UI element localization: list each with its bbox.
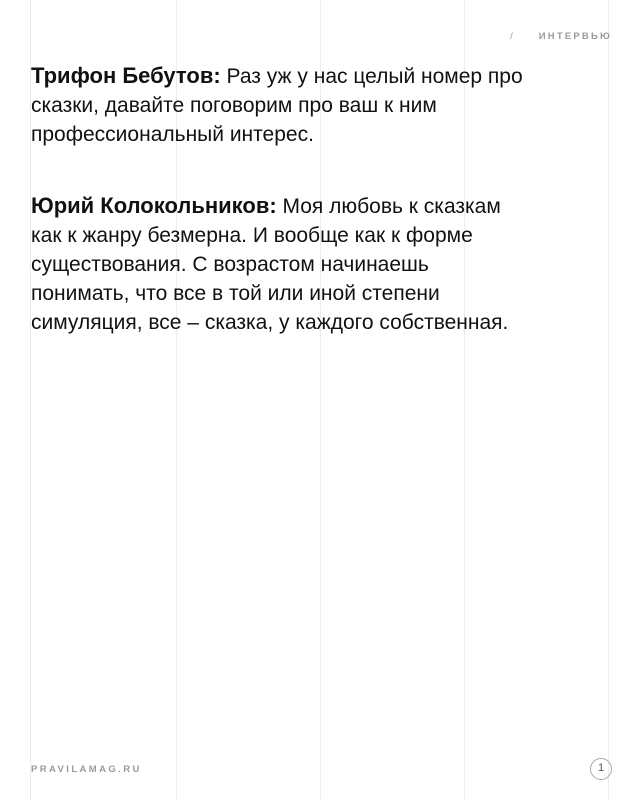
section-title: ИНТЕРВЬЮ: [538, 31, 612, 42]
interview-question: [31, 61, 591, 149]
grid-line: [608, 0, 609, 800]
interview-answer: [31, 191, 531, 337]
header-separator: /: [510, 31, 513, 42]
speaker-name: Юрий Колокольников:: [31, 193, 277, 218]
section-header: [510, 31, 612, 42]
site-url: PRAVILAMAG.RU: [31, 764, 142, 775]
speaker-name: Трифон Бебутов:: [31, 63, 221, 88]
answer-text: Моя любовь к сказкам как к жанру безмерна. И вообще как к форме существования. С возрастом начинаешь понимать, что все в той или иной степени симуляция, все – сказка, у каждого собственная.: [31, 195, 509, 334]
question-text: Раз уж у нас целый номер про сказки, давайте поговорим про ваш к ним профессиональный интерес.: [31, 65, 523, 146]
page-number: 1: [590, 758, 612, 780]
